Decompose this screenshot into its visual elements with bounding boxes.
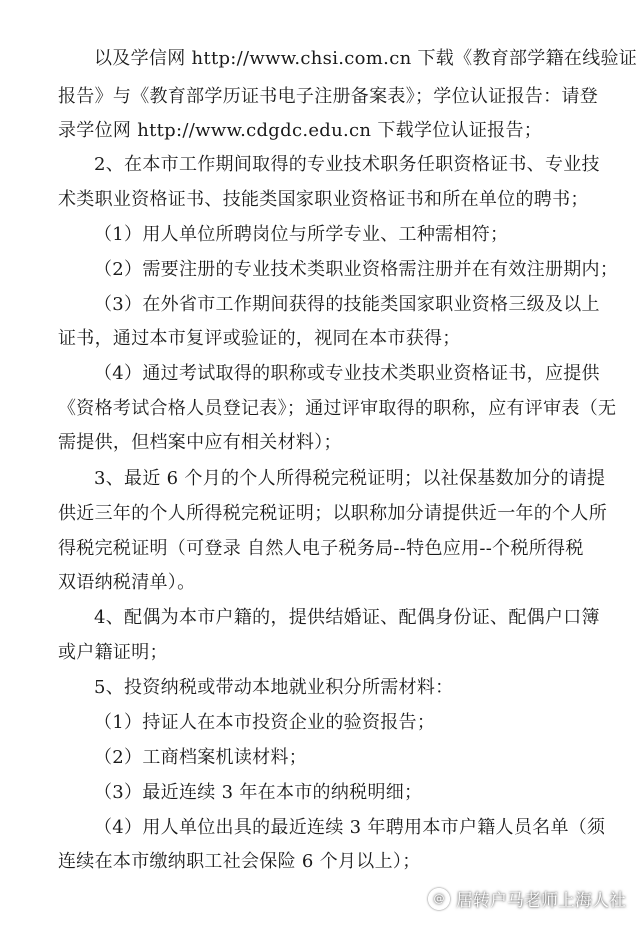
text-line: 3、最近 6 个月的个人所得税完税证明；以社保基数加分的请提 (94, 468, 606, 489)
text-line: 4、配偶为本市户籍的，提供结婚证、配偶身份证、配偶户口簿 (94, 607, 600, 628)
text-line: （4）通过考试取得的职称或专业技术类职业资格证书，应提供 (94, 363, 600, 384)
text-line: （1）持证人在本市投资企业的验资报告； (94, 712, 436, 733)
text-line: 5、投资纳税或带动本地就业积分所需材料： (94, 677, 454, 698)
text-line: 术类职业资格证书、技能类国家职业资格证书和所在单位的聘书； (58, 189, 589, 210)
text-line: 连续在本市缴纳职工社会保险 6 个月以上）； (58, 851, 421, 872)
text-line: 以及学信网 http://www.chsi.com.cn 下载《教育部学籍在线验证 (94, 48, 638, 69)
text-line: 《资格考试合格人员登记表》；通过评审取得的职称，应有评审表（无 (58, 398, 617, 419)
text-line: 需提供，但档案中应有相关材料）； (58, 432, 342, 453)
at-icon: @ (428, 888, 450, 910)
text-line: （3）在外省市工作期间获得的技能类国家职业资格三级及以上 (94, 294, 600, 315)
text-line: 得税完税证明（可登录 自然人电子税务局--特色应用--个税所得税 (58, 538, 584, 559)
text-line: 报告》与《教育部学历证书电子注册备案表》；学位认证报告：请登 (58, 86, 598, 107)
text-line: 2、在本市工作期间取得的专业技术职务任职资格证书、专业技 (94, 154, 600, 175)
watermark-text: 居转户马老师上海人社 (456, 891, 626, 911)
text-line: （3）最近连续 3 年在本市的纳税明细； (94, 782, 423, 803)
text-line: （1）用人单位所聘岗位与所学专业、工种需相符； (94, 224, 509, 245)
text-line: 双语纳税清单）。 (58, 572, 196, 593)
text-line: （2）工商档案机读材料； (94, 747, 308, 768)
text-line: 证书，通过本市复评或验证的，视同在本市获得； (58, 328, 461, 349)
text-line: 供近三年的个人所得税完税证明；以职称加分请提供近一年的个人所 (58, 503, 607, 524)
watermark (428, 886, 626, 911)
text-line: （2）需要注册的专业技术类职业资格需注册并在有效注册期内； (94, 259, 619, 280)
text-line: （4）用人单位出具的最近连续 3 年聘用本市户籍人员名单（须 (94, 817, 606, 838)
text-line: 或户籍证明； (58, 642, 168, 663)
text-line: 录学位网 http://www.cdgdc.edu.cn 下载学位认证报告； (58, 120, 543, 141)
